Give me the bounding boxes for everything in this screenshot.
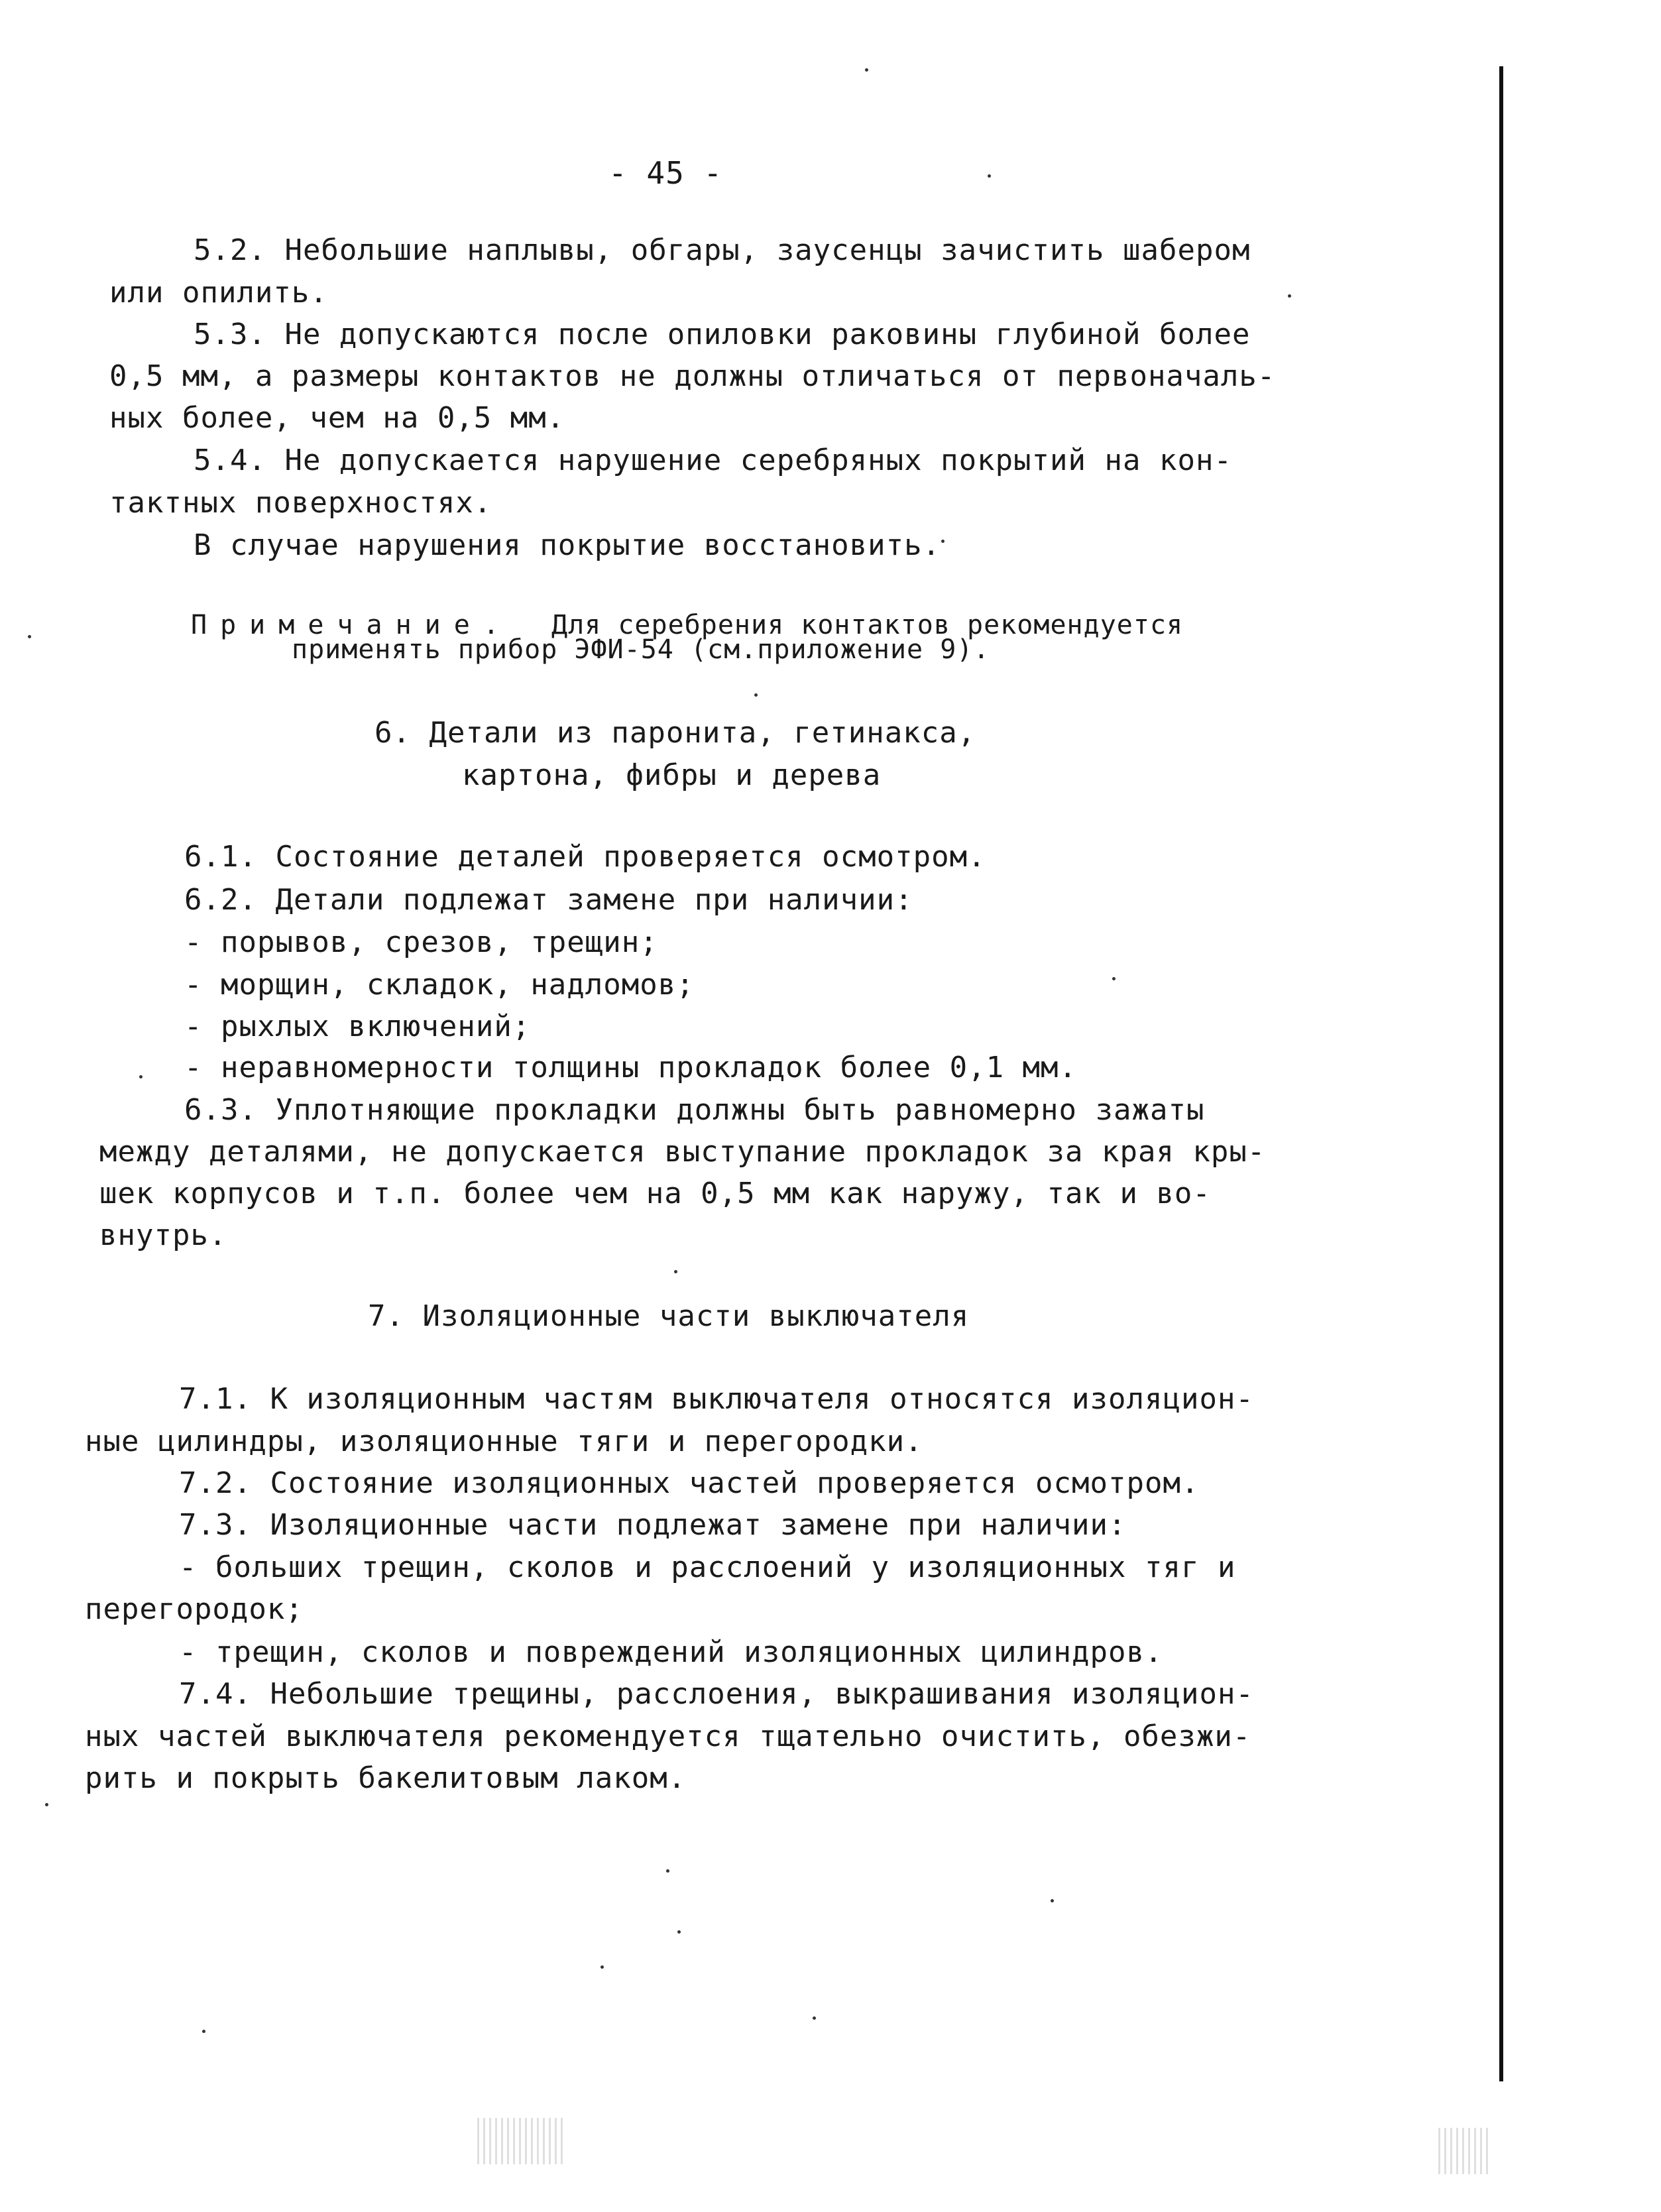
s7-line-1: 7.1. К изоляционным частям выключателя относятся изоляцион- [179, 1382, 1254, 1416]
scan-speck [202, 2030, 205, 2033]
scan-speck [45, 1803, 48, 1806]
note-line1: Для серебрения контактов рекомендуется [551, 610, 1184, 640]
paragraph-5-3-line2: 0,5 мм, а размеры контактов не должны отличаться от первоначаль- [109, 359, 1276, 393]
s6-line-9: шек корпусов и т.п. более чем на 0,5 мм как наружу, так и во- [99, 1177, 1211, 1210]
scan-speck [666, 1869, 669, 1873]
section-6-title-line2: картона, фибры и дерева [462, 758, 882, 792]
paragraph-restore: В случае нарушения покрытие восстановить. [194, 528, 941, 562]
note-label: Примечание. [191, 610, 512, 640]
scan-speck [941, 540, 945, 543]
scan-speck [28, 635, 31, 638]
s7-line-6: перегородок; [85, 1592, 304, 1626]
paragraph-5-3-line3: ных более, чем на 0,5 мм. [109, 401, 565, 435]
paragraph-5-2-line1: 5.2. Небольшие наплывы, обгары, заусенцы зачистить шабером [194, 233, 1251, 267]
scan-speck [1051, 1899, 1054, 1902]
paragraph-5-3-line1: 5.3. Не допускаются после опиловки раковины глубиной более [194, 318, 1251, 351]
s7-line-10: рить и покрыть бакелитовым лаком. [85, 1761, 687, 1795]
s6-line-5: - рыхлых включений; [184, 1010, 531, 1043]
scan-smudge [477, 2118, 563, 2164]
scan-edge-line [1499, 66, 1503, 2081]
note-line2: применять прибор ЭФИ-54 (см.приложение 9). [292, 634, 990, 665]
s6-line-1: 6.1. Состояние деталей проверяется осмотром. [184, 840, 986, 874]
s7-line-4: 7.3. Изоляционные части подлежат замене при наличии: [179, 1508, 1127, 1542]
scan-speck [139, 1075, 143, 1078]
scan-speck [1288, 294, 1291, 298]
paragraph-5-4-line2: тактных поверхностях. [109, 486, 492, 520]
s7-line-9: ных частей выключателя рекомендуется тщательно очистить, обезжи- [85, 1719, 1251, 1753]
section-7-title: 7. Изоляционные части выключателя [368, 1299, 970, 1333]
section-6-title-line1: 6. Детали из паронита, гетинакса, [374, 716, 976, 750]
scan-speck [1112, 977, 1116, 980]
paragraph-5-2-line2: или опилить. [109, 276, 328, 310]
s6-line-2: 6.2. Детали подлежат замене при наличии: [184, 883, 913, 917]
s7-line-5: - больших трещин, сколов и расслоений у изоляционных тяг и [179, 1550, 1236, 1584]
scan-speck [677, 1930, 681, 1934]
s6-line-3: - порывов, срезов, трещин; [184, 925, 658, 959]
scan-speck [813, 2016, 816, 2020]
scan-speck [988, 174, 991, 178]
s6-line-10: внутрь. [99, 1218, 227, 1252]
s7-line-3: 7.2. Состояние изоляционных частей проверяется осмотром. [179, 1466, 1200, 1500]
s6-line-7: 6.3. Уплотняющие прокладки должны быть равномерно зажаты [184, 1093, 1205, 1127]
scan-speck [601, 1965, 604, 1969]
s7-line-8: 7.4. Небольшие трещины, расслоения, выкрашивания изоляцион- [179, 1677, 1254, 1711]
scan-speck [865, 68, 868, 72]
s7-line-7: - трещин, сколов и повреждений изоляционных цилиндров. [179, 1635, 1163, 1669]
page-number: - 45 - [608, 155, 723, 191]
paragraph-5-4-line1: 5.4. Не допускается нарушение серебряных покрытий на кон- [194, 443, 1232, 477]
s6-line-6: - неравномерности толщины прокладок более 0,1 мм. [184, 1051, 1078, 1084]
s6-line-4: - морщин, складок, надломов; [184, 968, 695, 1002]
s6-line-8: между деталями, не допускается выступание прокладок за края кры- [99, 1135, 1266, 1169]
s7-line-2: ные цилиндры, изоляционные тяги и перегородки. [85, 1425, 923, 1458]
scan-smudge [1438, 2128, 1491, 2174]
scan-speck [754, 693, 758, 697]
scan-speck [674, 1270, 677, 1273]
